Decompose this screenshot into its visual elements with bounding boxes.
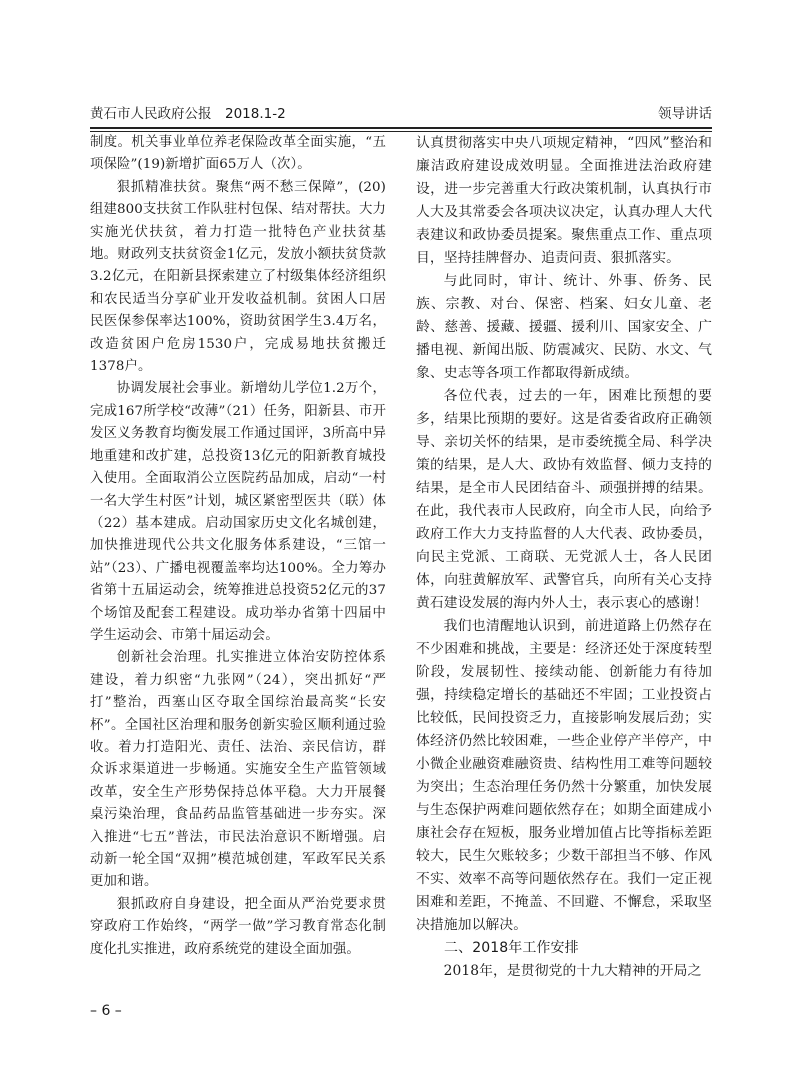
paragraph: 制度。机关事业单位养老保险改革全面实施，“五项保险”(19)新增扩面65万人（次）。 <box>90 135 386 173</box>
paragraph: 我们也清醒地认识到，前进道路上仍然存在不少困难和挑战，主要是：经济还处于深度转型阶段，发展韧性、接续动能、创新能力有待加强，持续稳定增长的基础还不牢固；工业投资占比较低，民间投资乏力，直接影响发展后劲；实体经济仍然比较困难，一些企业停产半停产，中小微企业融资难融资贵、结构性用工难等问题较为突出；生态治理任务仍然十分繁重，加快发展与生态保护两难问题依然存在；如期全面建成小康社会存在短板，服务业增加值占比等指标差距较大，民生欠账较多；少数干部担当不够、作风不实、效率不高等问题依然存在。我们一定正视困难和差距，不掩盖、不回避、不懈怠，采取坚决措施加以解决。 <box>416 618 712 933</box>
paragraph: 协调发展社会事业。新增幼儿学位1.2万个，完成167所学校“改薄”（21）任务，阳新县、市开发区义务教育均衡发展工作通过国评，3所高中异地重建和改扩建，总投资13亿元的阳新教育城投入使用。全面取消公立医院药品加成，启动“一村一名大学生村医”计划，城区紧密型医共（联）体（22）基本建成。启动国家历史文化名城创建，加快推进现代公共文化服务体系建设，“三馆一站”（23）、广播电视覆盖率均达100%。全力筹办省第十五届运动会，统筹推进总投资52亿元的37个场馆及配套工程建设。成功举办省第十四届中学生运动会、市第十届运动会。 <box>90 381 386 643</box>
paragraph: 狠抓精准扶贫。聚焦“两不愁三保障”，(20)组建800支扶贫工作队驻村包保、结对帮扶。大力实施光伏扶贫，着力打造一批特色产业扶贫基地。财政列支扶贫资金1亿元，发放小额扶贫贷款3.2亿元，在阳新县探索建立了村级集体经济组织和农民适当分享矿业开发收益机制。贫困人口居民医保参保率达100%，资助贫困学生3.4万名，改造贫困户危房1530户，完成易地扶贫搬迁1378户。 <box>90 179 386 375</box>
header-rule-thick <box>90 127 712 129</box>
paragraph: 2018年，是贯彻党的十九大精神的开局之 <box>443 963 702 979</box>
paragraph: 创新社会治理。扎实推进立体治安防控体系建设，着力织密“九张网”（24），突出抓好“严打”整治，西塞山区夺取全国综治最高奖“长安杯”。全国社区治理和服务创新实验区顺利通过验收。着力打造阳光、责任、法治、亲民信访，群众诉求渠道进一步畅通。实施安全生产监管领域改革，安全生产形势保持总体平稳。大力开展餐桌污染治理，食品药品监管基础进一步夯实。深入推进“七五”普法，市民法治意识不断增强。启动新一轮全国“双拥”模范城创建，军政军民关系更加和谐。 <box>90 650 386 890</box>
paragraph: 认真贯彻落实中央八项规定精神，“四风”整治和廉洁政府建设成效明显。全面推进法治政府建设，进一步完善重大行政决策机制，认真执行市人大及其常委会各项决议决定，认真办理人大代表建议和政协委员提案。聚焦重点工作、重点项目，坚持挂牌督办、追责问责、狠抓落实。 <box>416 135 712 266</box>
left-column <box>90 132 386 961</box>
section-heading: 二、2018年工作安排 <box>444 940 579 956</box>
section-title: 领导讲话 <box>658 106 712 122</box>
paragraph: 狠抓政府自身建设，把全面从严治党要求贯穿政府工作始终，“两学一做”学习教育常态化制度化扎实推进，政府系统党的建设全面加强。 <box>90 896 386 957</box>
page-header <box>90 102 712 126</box>
paragraph: 与此同时，审计、统计、外事、侨务、民族、宗教、对台、保密、档案、妇女儿童、老龄、慈善、援藏、援疆、援利川、国家安全、广播电视、新闻出版、防震减灾、民防、水文、气象、史志等各项工作都取得新成绩。 <box>416 273 712 381</box>
publication-title: 黄石市人民政府公报 2018.1-2 <box>90 106 286 122</box>
page-number: – 6 – <box>90 1003 122 1019</box>
right-column <box>416 132 712 983</box>
paragraph: 各位代表，过去的一年，困难比预想的要多，结果比预期的要好。这是省委省政府正确领导、亲切关怀的结果，是市委统揽全局、科学决策的结果，是人大、政协有效监督、倾力支持的结果，是全市人民团结奋斗、顽强拼搏的结果。在此，我代表市人民政府，向全市人民，向给予政府工作大力支持监督的人大代表、政协委员，向民主党派、工商联、无党派人士，各人民团体，向驻黄解放军、武警官兵，向所有关心支持黄石建设发展的海内外人士，表示衷心的感谢！ <box>416 388 712 611</box>
